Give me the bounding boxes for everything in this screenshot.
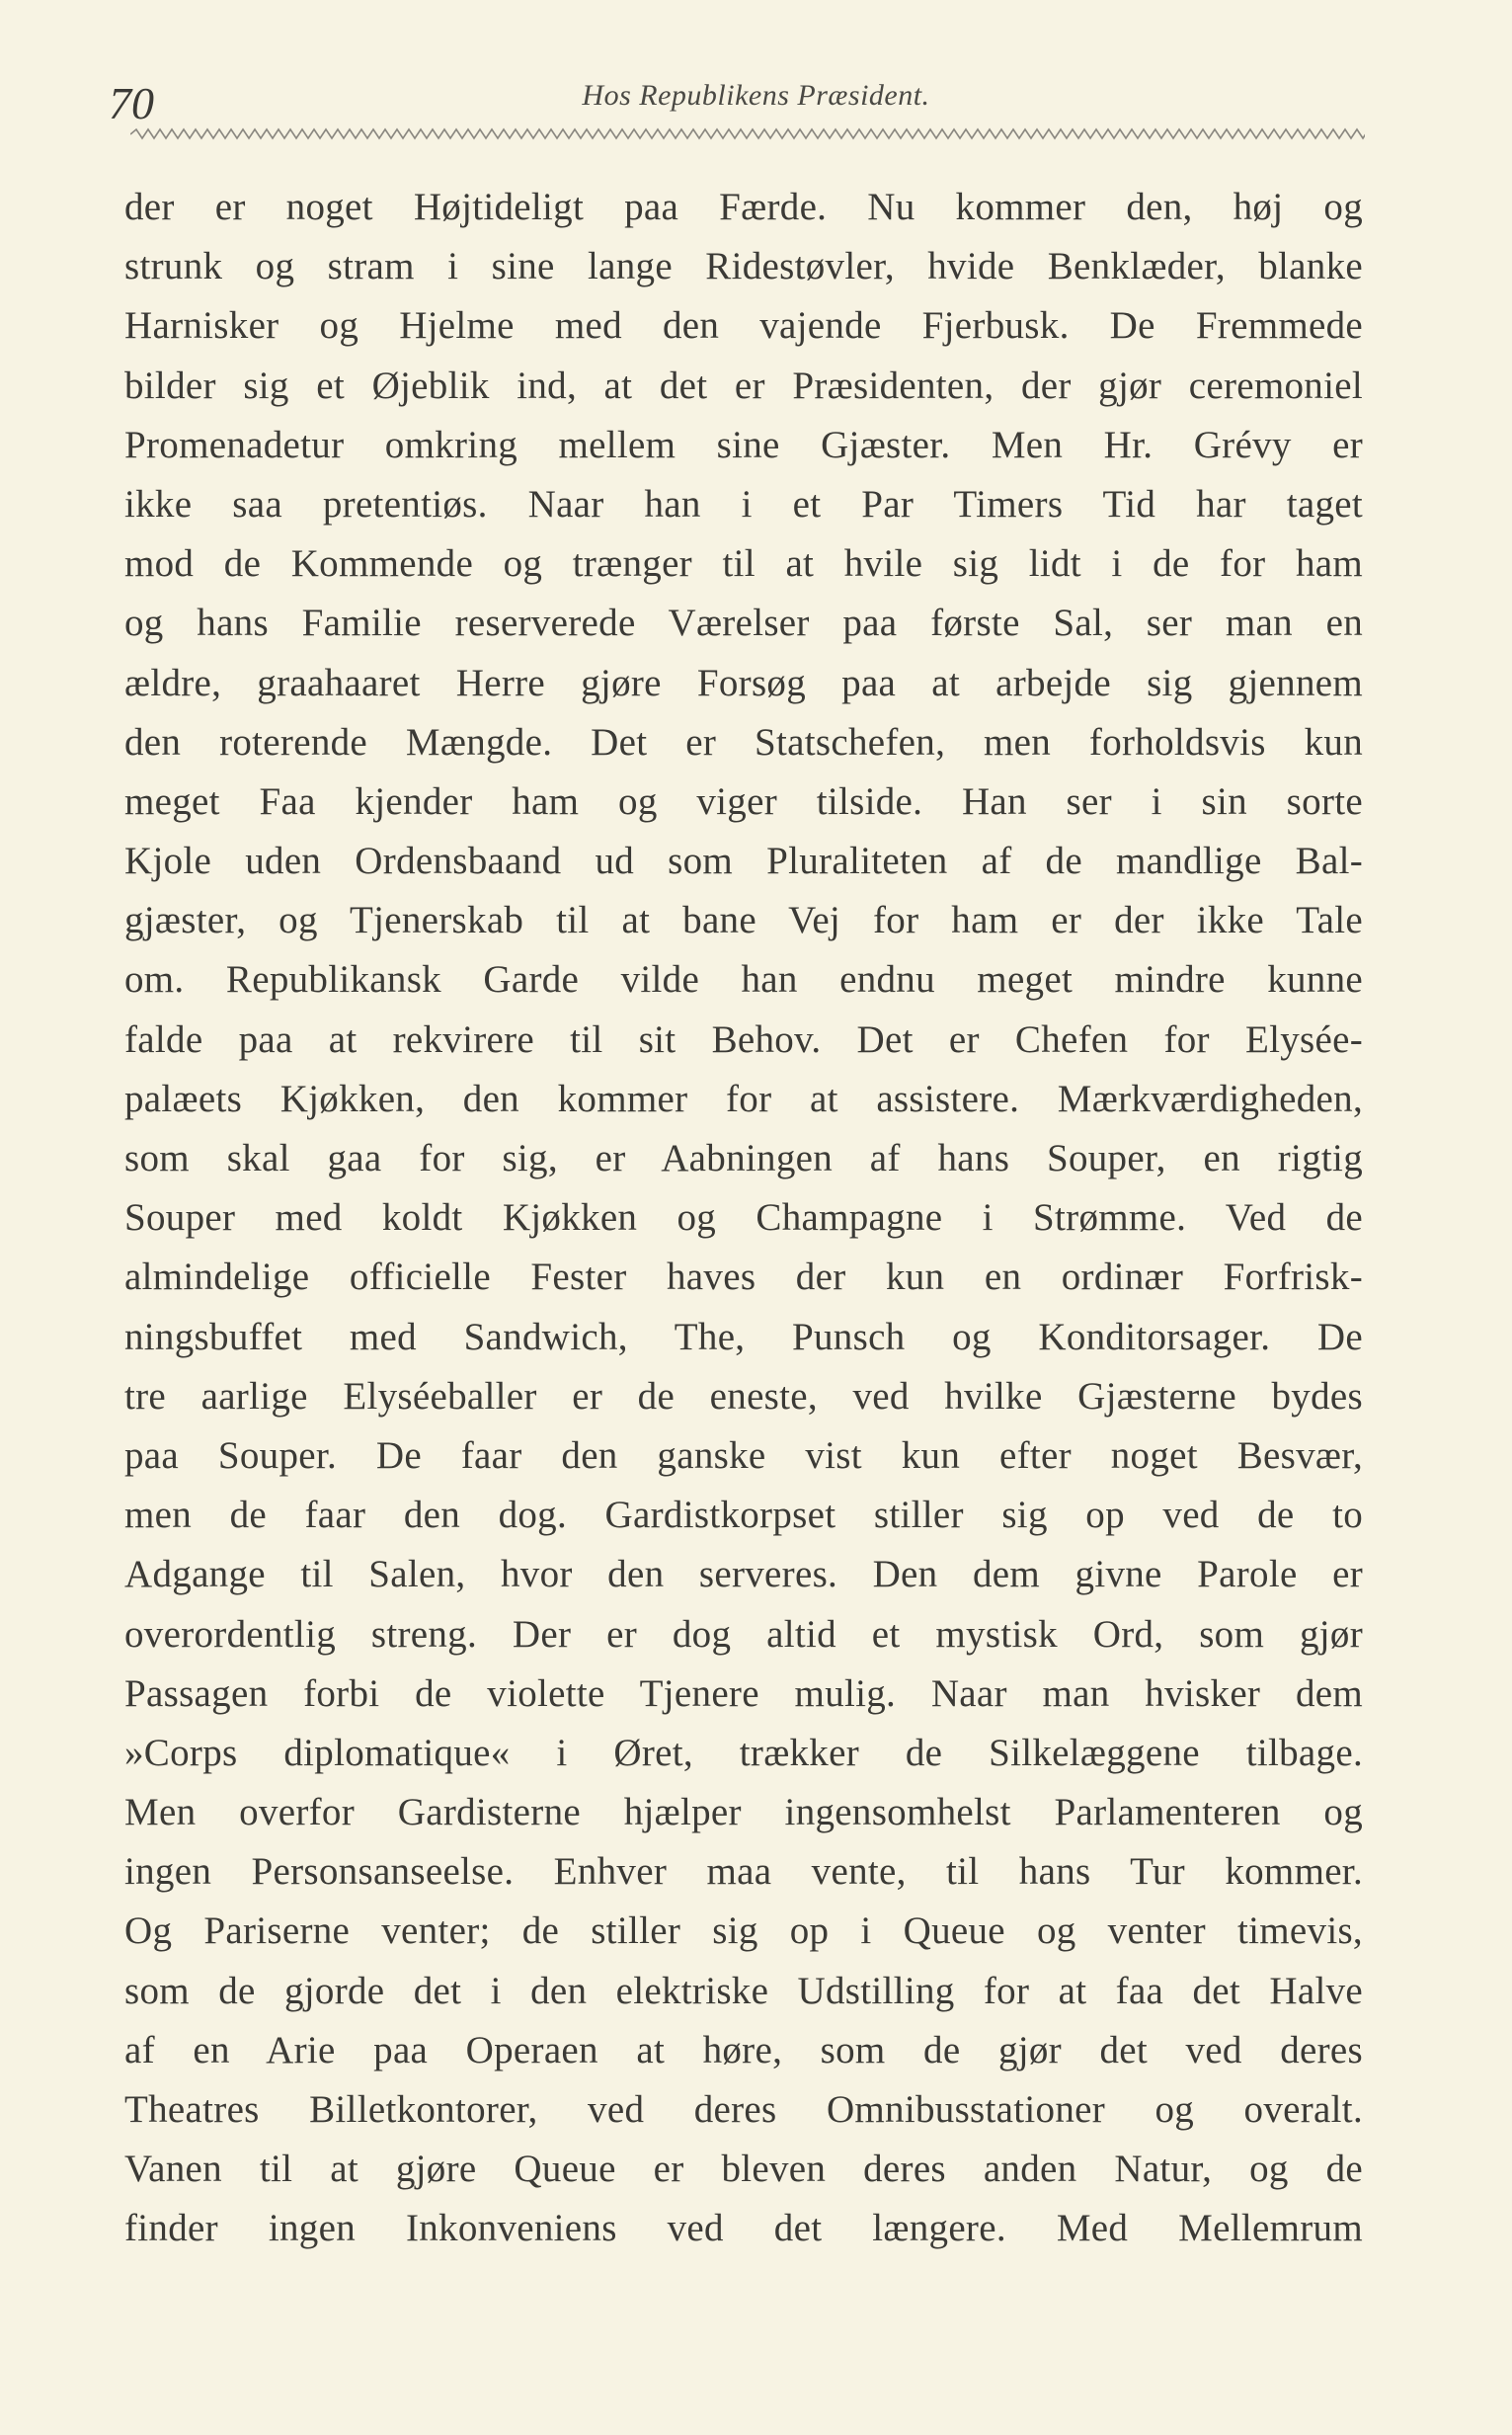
- text-line: der er noget Højtideligt paa Færde. Nu kommer den, høj og: [124, 186, 1363, 228]
- text-line: finder ingen Inkonveniens ved det længere. Med Mellemrum: [124, 2207, 1363, 2250]
- page-number: 70: [109, 78, 154, 128]
- text-line: »Corps diplomatique« i Øret, trækker de Silkelæggene tilbage.: [124, 1731, 1363, 1774]
- text-line: Promenadetur omkring mellem sine Gjæster. Men Hr. Grévy er: [124, 423, 1363, 466]
- text-line: mod de Kommende og trænger til at hvile sig lidt i de for ham: [124, 542, 1363, 586]
- text-line: tre aarlige Elyséeballer er de eneste, ved hvilke Gjæsterne bydes: [124, 1374, 1363, 1418]
- text-line: Men overfor Gardisterne hjælper ingensomhelst Parlamenteren og: [124, 1791, 1363, 1834]
- text-line: om. Republikansk Garde vilde han endnu meget mindre kunne: [124, 958, 1363, 1002]
- text-line: ældre, graahaaret Herre gjøre Forsøg paa at arbejde sig gjennem: [124, 661, 1363, 704]
- text-line: Kjole uden Ordensbaand ud som Pluraliteten af de mandlige Bal-: [124, 840, 1363, 883]
- text-line: Adgange til Salen, hvor den serveres. Den dem givne Parole er: [124, 1553, 1363, 1596]
- page-body-text: [124, 178, 1363, 2259]
- text-line: ingen Personsanseelse. Enhver maa vente, til hans Tur kommer.: [124, 1850, 1363, 1894]
- text-line: gjæster, og Tjenerskab til at bane Vej for ham er der ikke Tale: [124, 899, 1363, 942]
- text-line: som skal gaa for sig, er Aabningen af hans Souper, en rigtig: [124, 1137, 1363, 1179]
- text-line: ikke saa pretentiøs. Naar han i et Par Timers Tid har taget: [124, 482, 1363, 526]
- text-line: bilder sig et Øjeblik ind, at det er Præsidenten, der gjør ceremoniel: [124, 364, 1363, 407]
- text-line: som de gjorde det i den elektriske Udstilling for at faa det Halve: [124, 1969, 1363, 2012]
- text-line: palæets Kjøkken, den kommer for at assistere. Mærkværdigheden,: [124, 1077, 1363, 1120]
- text-line: Vanen til at gjøre Queue er bleven deres anden Natur, og de: [124, 2148, 1363, 2191]
- text-line: paa Souper. De faar den ganske vist kun efter noget Besvær,: [124, 1433, 1363, 1477]
- wavy-rule-divider: [130, 126, 1365, 142]
- text-line: Theatres Billetkontorer, ved deres Omnibusstationer og overalt.: [124, 2088, 1363, 2131]
- text-line: ningsbuffet med Sandwich, The, Punsch og Konditorsager. De: [124, 1315, 1363, 1358]
- text-line: Passagen forbi de violette Tjenere mulig. Naar man hvisker dem: [124, 1671, 1363, 1715]
- text-line: overordentlig streng. Der er dog altid et mystisk Ord, som gjør: [124, 1612, 1363, 1656]
- text-line: Harnisker og Hjelme med den vajende Fjerbusk. De Fremmede: [124, 304, 1363, 348]
- text-line: den roterende Mængde. Det er Statschefen, men forholdsvis kun: [124, 720, 1363, 764]
- running-title: Hos Republikens Præsident.: [582, 79, 930, 112]
- text-line: og hans Familie reserverede Værelser paa første Sal, ser man en: [124, 602, 1363, 645]
- text-line: Og Pariserne venter; de stiller sig op i Queue og venter timevis,: [124, 1909, 1363, 1953]
- text-line: meget Faa kjender ham og viger tilside. Han ser i sin sorte: [124, 779, 1363, 823]
- text-line: men de faar den dog. Gardistkorpset stiller sig op ved de to: [124, 1494, 1363, 1537]
- text-line: Souper med koldt Kjøkken og Champagne i Strømme. Ved de: [124, 1196, 1363, 1240]
- text-line: af en Arie paa Operaen at høre, som de gjør det ved deres: [124, 2028, 1363, 2071]
- text-line: falde paa at rekvirere til sit Behov. Det er Chefen for Elysée-: [124, 1017, 1363, 1061]
- text-line: strunk og stram i sine lange Ridestøvler, hvide Benklæder, blanke: [124, 245, 1363, 288]
- text-line: almindelige officielle Fester haves der kun en ordinær Forfrisk-: [124, 1256, 1363, 1299]
